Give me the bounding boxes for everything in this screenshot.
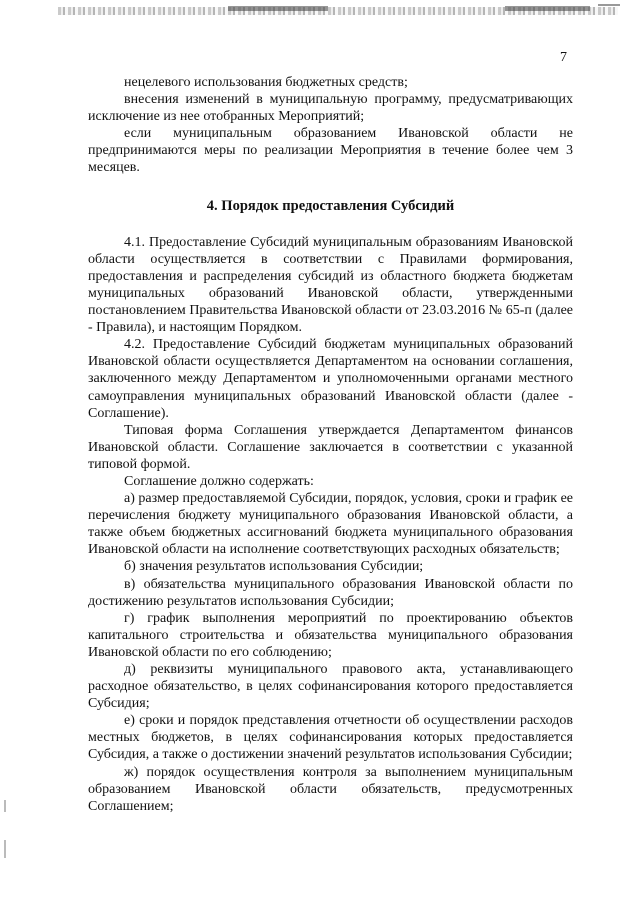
scan-artifact-speck [4,800,6,812]
list-item-g: г) график выполнения мероприятий по проектированию объектов капитального строительства и обязательства муниципального образования Ивановской области по его соблюдению; [88,610,573,660]
list-item-a: а) размер предоставляемой Субсидии, порядок, условия, сроки и график ее перечисления бюджету муниципального образования Ивановской области, а также объем бюджетных ассигнований бюджета муниципального образования Ивановской области на исполнение соответствующих расходных обязательств; [88,491,573,558]
paragraph-top-1: нецелевого использования бюджетных средств; [124,75,408,90]
scan-artifact-mark [505,6,590,11]
section-title: 4. Порядок предоставления Субсидий [206,197,455,214]
scan-artifact-mark [228,6,328,11]
page-number: 7 [560,50,567,65]
scan-artifact-mark [598,4,620,6]
paragraph-top-2: внесения изменений в муниципальную программу, предусматривающих исключение из нее отобранных Мероприятий; [88,92,573,125]
list-item-e: е) сроки и порядок представления отчетности об осуществлении расходов местных бюджетов, в целях софинансирования которых предоставляется Субсидия, а также о достижении значений результатов использования Субсидии; [88,713,573,763]
paragraph-agreement-contents: Соглашение должно содержать: [124,473,314,489]
paragraph-4-1: 4.1. Предоставление Субсидий муниципальным образованиям Ивановской области осуществляется в соответствии с Правилами формирования, предоставления и распределения субсидий из областного бюджета бюджетам муниципальных образований Ивановской области, утвержденными постановлением Правительства Ивановской области от 23.03.2016 № 65-п (далее - Правила), и настоящим Порядком. [88,234,573,336]
list-item-v: в) обязательства муниципального образования Ивановской области по достижению результатов использования Субсидии; [88,576,573,609]
scan-artifact-speck [4,840,6,858]
list-item-zh: ж) порядок осуществления контроля за выполнением муниципальным образованием Ивановской области обязательств, предусмотренных Соглашением; [88,764,573,814]
list-item-d: д) реквизиты муниципального правового акта, устанавливающего расходное обязательство, в целях софинансирования которого предоставляется Субсидия; [88,662,573,712]
paragraph-top-3: если муниципальным образованием Ивановской области не предпринимаются меры по реализации Мероприятия в течение более чем 3 месяцев. [88,126,573,176]
list-item-b: б) значения результатов использования Субсидии; [124,559,424,575]
paragraph-4-2: 4.2. Предоставление Субсидий бюджетам муниципальных образований Ивановской области осуществляется Департаментом на основании соглашения, заключенного между Департаментом и уполномоченными органами местного самоуправления муниципальных образований Ивановской области (далее - Соглашение). [88,337,573,421]
document-body [88,74,573,815]
paragraph-typical-form: Типовая форма Соглашения утверждается Департаментом финансов Ивановской области. Соглашение заключается в соответствии с указанной типовой формой. [88,422,573,472]
